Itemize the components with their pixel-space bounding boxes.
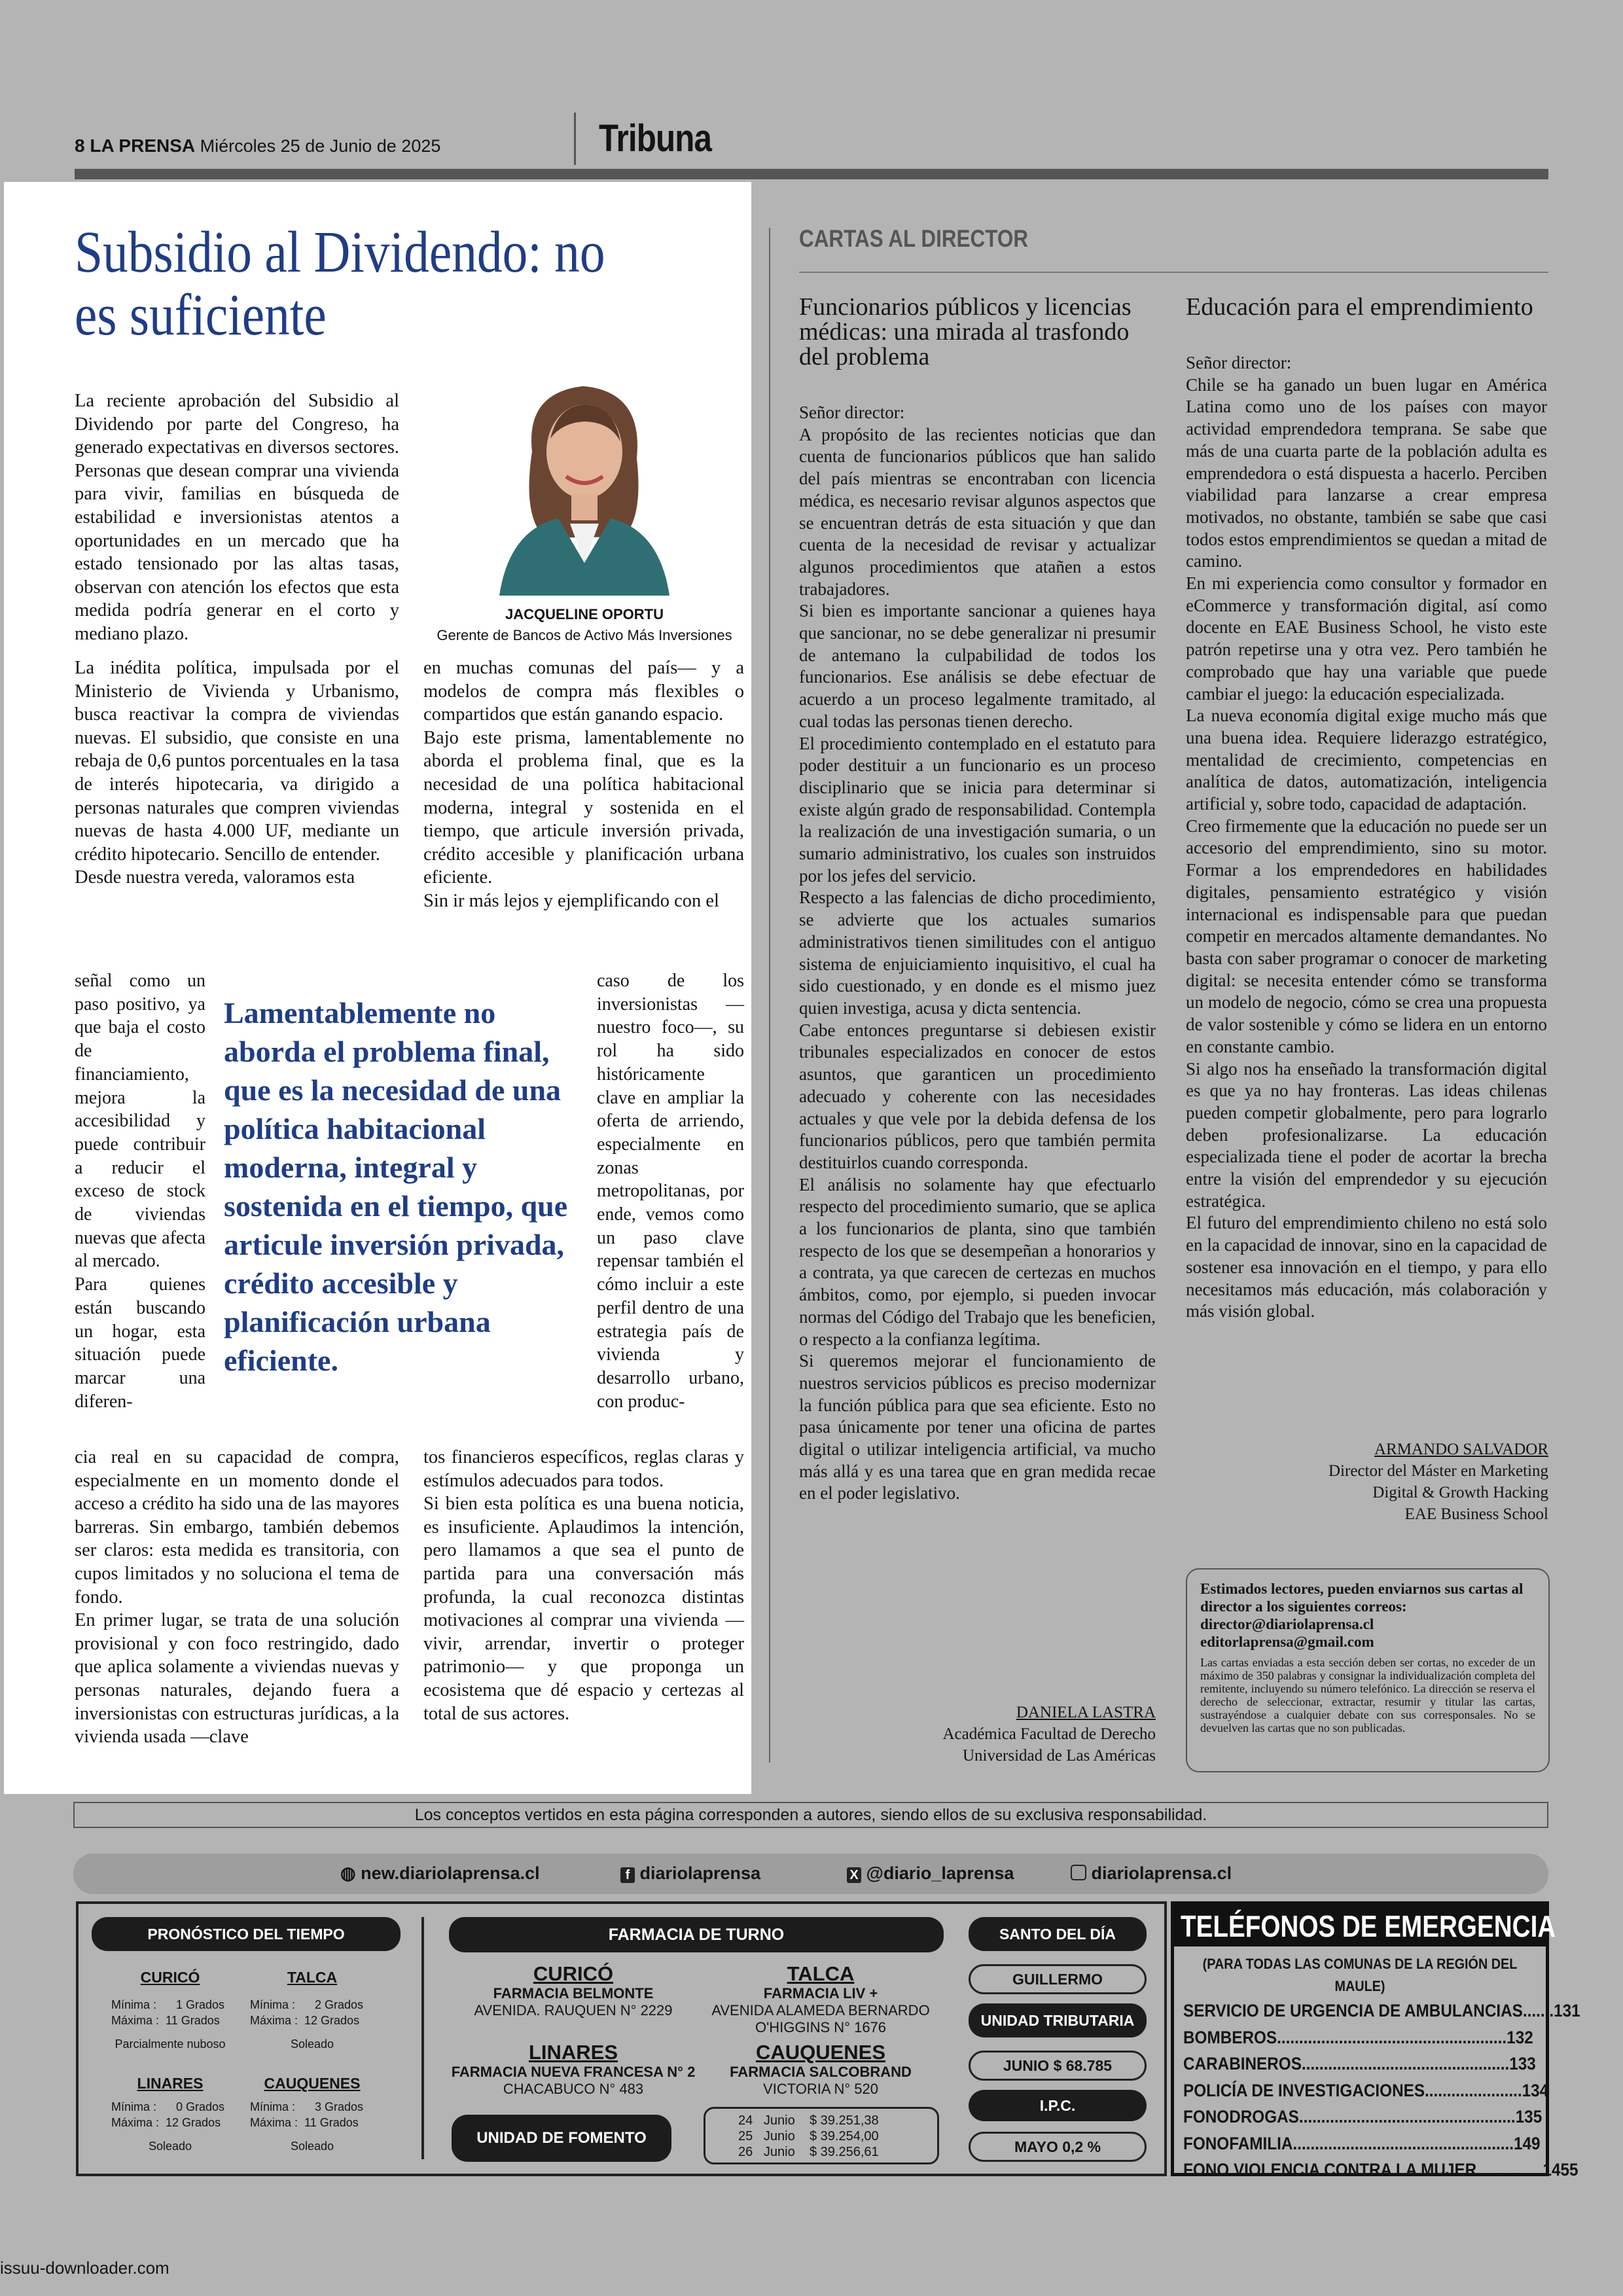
pharmacy-city: CAUQUENES	[755, 2041, 886, 2064]
pharmacy-name: FARMACIA SALCOBRAND	[730, 2064, 912, 2080]
email-link-director[interactable]: director@diariolaprensa.cl	[1200, 1616, 1374, 1632]
article-paragraph: Desde nuestra vereda, valoramos esta	[75, 867, 355, 888]
santo-title: SANTO DEL DÍA	[969, 1917, 1147, 1951]
article-paragraph: La reciente aprobación del Subsidio al Dividendo por parte del Congreso, ha generado expectativas en diversos sectores. Personas que desean comprar una vivienda para vivir, familias en búsqueda de estabilidad e inversionistas atentos a oportunidades en un mercado que ha estado tensionado por las altas tasas, observan con atención los efectos que esta medida podría generar en el corto y mediano plazo.	[75, 391, 399, 644]
letter-1-signature	[799, 1702, 1156, 1767]
services-divider	[421, 1917, 424, 2159]
pharmacy-title: FARMACIA DE TURNO	[449, 1917, 944, 1952]
article-col1-bottom	[75, 1446, 399, 1749]
social-facebook[interactable]	[620, 1863, 760, 1884]
paper-name: 8 LA PRENSA	[75, 135, 196, 156]
letter-title: Funcionarios públicos y licencias médicas: una mirada al trasfondo del problema	[799, 293, 1132, 370]
column-divider	[769, 228, 770, 1763]
weather-city-name: CAUQUENES	[264, 2075, 361, 2092]
social-x[interactable]	[847, 1863, 1014, 1884]
pull-quote: Lamentablemente no aborda el problema final, que es la necesidad de una política habitacional moderna, integral y sostenida en el tiempo, que articule inversión privada, crédito accesible y planificación urbana eficiente.	[224, 996, 568, 1377]
letter-paragraph: Si algo nos ha enseñado la transformación digital es que ya no hay fronteras. Las ideas chilenas pueden competir globalmente, pero para lograrlo deben profesionalizarse. La educación especializada tiene el poder de acortar la brecha entre la visión del emprendedor y su ejecución estratégica.	[1186, 1058, 1547, 1211]
issue-date: Miércoles 25 de Junio de 2025	[200, 136, 441, 156]
uf-row	[738, 2144, 937, 2160]
header-divider	[574, 113, 576, 165]
pharmacy-city: CURICÓ	[533, 1962, 614, 1985]
social-facebook-label: diariolaprensa	[639, 1863, 761, 1883]
social-bar	[73, 1854, 1548, 1894]
uf-day: 24	[738, 2113, 753, 2128]
info-box-text: Las cartas enviadas a esta sección deben ser cortas, no exceder de un máximo de 350 palabras y consignar la individualización completa del remitente, incluyendo su número telefónico. La dirección se reserva el derecho de seleccionar, extractar, resumir y titular las cartas, sustrayéndose a cualquier debate con sus corresponsales. No se devuelven las cartas que no son publicadas.	[1200, 1656, 1535, 1734]
reader-info-box	[1186, 1568, 1550, 1772]
weather-max: Máxima : 12 Grados	[111, 2116, 221, 2129]
cartas-rule	[799, 272, 1548, 273]
utm-value: JUNIO $ 68.785	[969, 2051, 1147, 2081]
letter-paragraph: Cabe entonces preguntarse si debiesen existir tribunales especializados en conocer de estos asuntos, que garanticen un procedimiento adecuado y coherente con las necesidades actuales y que vele por la debida defensa de los funcionarios públicos, pero que también permita destituirlos cuando corresponda.	[799, 1020, 1156, 1172]
weather-max: Máxima : 11 Grados	[250, 2116, 359, 2129]
page-header-left	[75, 135, 440, 156]
email-link-editor[interactable]: editorlaprensa@gmail.com	[1200, 1634, 1374, 1650]
letter-paragraph: En mi experiencia como consultor y formador en eCommerce y transformación digital, así como docente en EAE Business School, he visto este patrón repetirse una y otra vez. Pero también he comprobado que hay una variable que puede cambiar el juego: la educación especializada.	[1186, 573, 1547, 704]
ipc-value: MAYO 0,2 %	[969, 2132, 1147, 2162]
pharmacy-name: FARMACIA LIV +	[763, 1985, 878, 2001]
instagram-icon	[1071, 1865, 1086, 1880]
signature-line: Universidad de Las Américas	[962, 1747, 1156, 1765]
pharmacy-cauquenes	[698, 2041, 944, 2098]
emergency-list	[1174, 1946, 1580, 2183]
letter-body	[799, 402, 1156, 1505]
weather-city-name: LINARES	[137, 2075, 204, 2092]
pharmacy-curico	[449, 1963, 698, 2019]
weather-min: Mínima : 1 Grados	[111, 1998, 225, 2011]
weather-city-name: CURICÓ	[140, 1969, 200, 1986]
letter-2	[1186, 295, 1550, 1323]
signature-line: Digital & Growth Hacking	[1372, 1484, 1548, 1501]
pharmacy-address: AVENIDA. RAUQUEN N° 2229	[474, 2002, 673, 2018]
pharmacy-address: CHACABUCO N° 483	[503, 2081, 644, 2097]
santo-value: GUILLERMO	[969, 1964, 1147, 1994]
section-title: Tribuna	[599, 117, 712, 160]
emergency-line: FONO VIOLENCIA CONTRA LA MUJER...............1455	[1183, 2160, 1578, 2179]
article-paragraph: En primer lugar, se trata de una solución provisional y con foco restringido, dado que aplica solamente a viviendas nuevas y personas naturales, dejando fuera a inversionistas con estructuras jurídicas, a la vivienda usada —clave	[75, 1610, 399, 1748]
pharmacy-name: FARMACIA NUEVA FRANCESA N° 2	[451, 2064, 696, 2080]
x-icon: X	[847, 1867, 861, 1883]
weather-condition: Soleado	[290, 2037, 334, 2051]
letter-title: Educación para el emprendimiento	[1186, 293, 1533, 321]
letter-paragraph: Chile se ha ganado un buen lugar en América Latina como uno de los países con mayor actividad emprendedora temprana. Se sabe que más de una cuarta parte de la población adulta es emprendedora o está dispuesta a hacerlo. Perciben viabilidad para lanzarse a crear empresa motivados, no obstante, también se sabe que casi todos estos emprendimientos se quedan a mitad de camino.	[1186, 374, 1547, 571]
pharmacy-address: O'HIGGINS N° 1676	[755, 2019, 887, 2036]
disclaimer: Los conceptos vertidos en esta página corresponden a autores, siendo ellos de su exclusiva responsabilidad.	[73, 1802, 1548, 1828]
letter-paragraph: El futuro del emprendimiento chileno no está solo en la capacidad de innovar, sino en la capacidad de sostener esa innovación en el tiempo, y para ello necesitamos más educación, más colaboración y más visión global.	[1186, 1213, 1547, 1321]
social-instagram[interactable]	[1071, 1863, 1232, 1884]
pharmacy-address: VICTORIA N° 520	[763, 2081, 878, 2097]
emergency-line: FONODROGAS.................................................135	[1183, 2107, 1543, 2126]
letter-paragraph: Creo firmemente que la educación no puede ser un accesorio del emprendimiento, sino su motor. Formar a los emprendedores en habilidades digitales, pensamiento estratégico y visión internacional es indispensable para que puedan competir en mercados altamente demandantes. No basta con saber programar o conocer de marketing digital: se necesita entender cómo se transforma un modelo de negocio, cómo se crea una propuesta de valor sostenible y cómo se lidera en un entorno en constante cambio.	[1186, 816, 1547, 1056]
weather-linares	[111, 2075, 229, 2154]
pharmacy-address: AVENIDA ALAMEDA BERNARDO	[711, 2002, 930, 2018]
social-x-label: @diario_laprensa	[866, 1863, 1014, 1883]
article-paragraph: señal como un paso positivo, ya que baja el costo de financiamiento, mejora la accesibilidad y puede contribuir a reducir el exceso de stock de viviendas nuevas que afecta al mercado.	[75, 971, 205, 1272]
article-col2-top	[423, 656, 744, 913]
emergency-line: CARABINEROS...............................................133	[1183, 2054, 1536, 2073]
article-paragraph: tos financieros específicos, reglas claras y estímulos adecuados para todos.	[423, 1447, 744, 1491]
info-box-heading: Estimados lectores, pueden enviarnos sus cartas al director a los siguientes correos:	[1200, 1581, 1524, 1615]
ipc-title: I.P.C.	[969, 2090, 1147, 2121]
article-paragraph: cia real en su capacidad de compra, especialmente en un momento donde el acceso a crédito ha sido una de las mayores barreras. Sin embargo, también debemos ser claros: esta medida es transitoria, con cupos limitados y no soluciona el tema de fondo.	[75, 1447, 399, 1607]
pharmacy-city: LINARES	[528, 2041, 618, 2064]
uf-value: $ 39.251,38	[809, 2113, 879, 2128]
weather-max: Máxima : 11 Grados	[111, 2014, 220, 2027]
cartas-section-title: CARTAS AL DIRECTOR	[799, 225, 1029, 252]
uf-day: 25	[738, 2129, 753, 2144]
weather-max: Máxima : 12 Grados	[250, 2014, 360, 2027]
signature-line: Académica Facultad de Derecho	[942, 1725, 1156, 1743]
emergency-line: FONOFAMILIA..................................................149	[1183, 2133, 1541, 2153]
author-role: Gerente de Bancos de Activo Más Inversiones	[437, 627, 732, 643]
uf-row	[738, 2113, 937, 2128]
article-paragraph: caso de los inversionistas —nuestro foco—, su rol ha sido históricamente clave en ampliar la oferta de arriendo, especialmente en zonas metropolitanas, por ende, vemos como un paso clave repensar también el cómo incluir a este perfil dentro de una estrategia país de vivienda y desarrollo urbano, con produc-	[597, 971, 744, 1412]
social-instagram-label: diariolaprensa.cl	[1091, 1863, 1232, 1883]
pharmacy-linares	[449, 2041, 698, 2098]
emergency-box	[1171, 1901, 1580, 2179]
fomento-title: UNIDAD DE FOMENTO	[452, 2115, 671, 2162]
letter-paragraph: La nueva economía digital exige mucho más que una buena idea. Requiere liderazgo estratégico, mentalidad de crecimiento, competencias en analítica de datos, automatización, inteligencia artificial y, sobre todo, capacidad de adaptación.	[1186, 706, 1547, 814]
author-name: JACQUELINE OPORTU	[505, 606, 664, 622]
uf-row	[738, 2128, 937, 2144]
article-paragraph: Si bien esta política es una buena noticia, es insuficiente. Aplaudimos la intención, pero llamamos a que sea el punto de partida para una conversación más profunda, la cual reconozca distintas motivaciones al comprar una vivienda —vivir, arrendar, invertir o proteger patrimonio— y que proponga un ecosistema que dé espacio y certezas al total de sus actores.	[423, 1494, 744, 1724]
letter-salutation: Señor director:	[799, 403, 905, 422]
signature-line: EAE Business School	[1404, 1505, 1548, 1523]
letter-paragraph: A propósito de las recientes noticias que dan cuenta de funcionarios públicos que han salido del país mientras se encontraban con licencia médica, es necesario revisar algunos aspectos que se encuentran detrás de esta situación y que dan cuenta de la necesidad de revisar y actualizar algunos procedimientos que atañen a estos trabajadores.	[799, 424, 1156, 599]
signature-line: Director del Máster en Marketing	[1329, 1462, 1548, 1480]
weather-cauquenes	[250, 2075, 374, 2154]
weather-curico	[111, 1969, 229, 2052]
weather-min: Mínima : 0 Grados	[111, 2100, 225, 2113]
letter-paragraph: Si queremos mejorar el funcionamiento de nuestros servicios públicos es preciso modernizar la función pública para que sea eficiente. Esto no pasa únicamente por tener una oficina de partes digital o utilizar inteligencia artificial, va mucho más allá y es una tarea que en gran medida recae en el poder legislativo.	[799, 1351, 1156, 1503]
header-rule	[75, 169, 1548, 179]
article-paragraph: en muchas comunas del país— y a modelos de compra más flexibles o compartidos que están ganando espacio.	[423, 658, 744, 725]
uf-table	[704, 2107, 939, 2164]
article-col1-mid	[75, 656, 399, 889]
weather-min: Mínima : 2 Grados	[250, 1998, 364, 2011]
uf-month: Junio	[763, 2113, 795, 2128]
letter-2-signature	[1186, 1439, 1548, 1525]
article-col2-narrow	[597, 969, 744, 1413]
social-web[interactable]	[340, 1863, 540, 1884]
uf-value: $ 39.256,61	[809, 2145, 879, 2159]
uf-value: $ 39.254,00	[809, 2129, 879, 2144]
signature-name: DANIELA LASTRA	[1016, 1704, 1156, 1721]
uf-month: Junio	[763, 2145, 795, 2159]
article-col2-bottom	[423, 1446, 744, 1725]
emergency-subtitle: (PARA TODAS LAS COMUNAS DE LA REGIÓN DEL MAULE)	[1202, 1956, 1518, 1994]
letter-body	[1186, 352, 1547, 1323]
letter-paragraph: El análisis no solamente hay que efectuarlo respecto del procedimiento sumario, que se aplica a los funcionarios de planta, sino que también respecto de los que se desempeñan a honorarios y a contrata, ya que carecen de certezas en muchos ámbitos, como, por ejemplo, si pueden invocar normas del Código del Trabajo que les beneficien, o respecto a la confianza legítima.	[799, 1174, 1156, 1349]
services-box	[76, 1901, 1167, 2176]
social-web-label: new.diariolaprensa.cl	[361, 1863, 540, 1883]
uf-month: Junio	[763, 2129, 795, 2144]
globe-icon: ◍	[340, 1863, 356, 1883]
article-col1-narrow	[75, 969, 205, 1413]
letter-salutation: Señor director:	[1186, 353, 1292, 372]
letter-paragraph: Respecto a las falencias de dicho procedimiento, se advierte que los actuales sumarios administrativos tienen similitudes con el antiguo sistema de enjuiciamiento inquisitivo, el cual ha sido cuestionado, y en donde es el mismo juez quien investiga, acusa y dicta sentencia.	[799, 888, 1156, 1018]
weather-talca	[250, 1969, 374, 2052]
watermark: issuu-downloader.com	[0, 2258, 169, 2278]
emergency-header	[1174, 1905, 1556, 1946]
pharmacy-city: TALCA	[787, 1962, 855, 1985]
emergency-line: SERVICIO DE URGENCIA DE AMBULANCIAS.......131	[1183, 2001, 1580, 2020]
utm-title: UNIDAD TRIBUTARIA	[969, 2003, 1147, 2037]
emergency-title: TELÉFONOS DE EMERGENCIA	[1181, 1909, 1556, 1943]
article-col1-top	[75, 389, 399, 646]
uf-day: 26	[738, 2145, 753, 2159]
letter-1	[799, 295, 1166, 1505]
emergency-line: POLICÍA DE INVESTIGACIONES......................134	[1183, 2080, 1549, 2100]
facebook-icon: f	[620, 1867, 635, 1883]
pharmacy-name: FARMACIA BELMONTE	[493, 1985, 654, 2001]
article-paragraph: Para quienes están buscando un hogar, esta situación puede marcar una diferen-	[75, 1274, 205, 1412]
article-paragraph: Bajo este prisma, lamentablemente no aborda el problema final, que es la necesidad de una política habitacional moderna, integral y sostenida en el tiempo, que articule inversión privada, crédito accesible y planificación urbana eficiente.	[423, 727, 744, 888]
pharmacy-talca	[698, 1963, 944, 2036]
emergency-line: BOMBEROS....................................................132	[1183, 2027, 1533, 2047]
letter-paragraph: El procedimiento contemplado en el estatuto para poder destituir a un funcionario es un proceso disciplinario que se inicia para determinar si existe algún grado de responsabilidad. Contempla la realización de una investigación sumaria, o un sumario administrativo, los cuales son instruidos por los jefes del servicio.	[799, 733, 1156, 886]
weather-title: PRONÓSTICO DEL TIEMPO	[92, 1917, 401, 1951]
weather-condition: Parcialmente nuboso	[115, 2037, 226, 2051]
weather-min: Mínima : 3 Grados	[250, 2100, 364, 2113]
article-paragraph: La inédita política, impulsada por el Ministerio de Vivienda y Urbanismo, busca reactivar la compra de viviendas nuevas. El subsidio, que consiste en una rebaja de 0,6 puntos porcentuales en la tasa de interés hipotecaria, va dirigido a personas naturales que compren viviendas nuevas de hasta 4.000 UF, mediante un crédito hipotecario. Sencillo de entender.	[75, 658, 399, 865]
weather-city-name: TALCA	[287, 1969, 338, 1986]
signature-name: ARMANDO SALVADOR	[1374, 1441, 1548, 1458]
weather-condition: Soleado	[148, 2140, 192, 2153]
article-title: Subsidio al Dividendo: no es suficiente	[75, 220, 605, 348]
weather-condition: Soleado	[290, 2140, 334, 2153]
article-paragraph: Sin ir más lejos y ejemplificando con el	[423, 890, 719, 911]
author-photo	[486, 367, 681, 596]
letter-paragraph: Si bien es importante sancionar a quienes haya que sancionar, no se debe generalizar ni presumir de antemano la culpabilidad de todos los funcionarios. Ese análisis se debe efectuar de acuerdo a un proceso legalmente tramitado, al cual todas las personas tienen derecho.	[799, 601, 1156, 731]
